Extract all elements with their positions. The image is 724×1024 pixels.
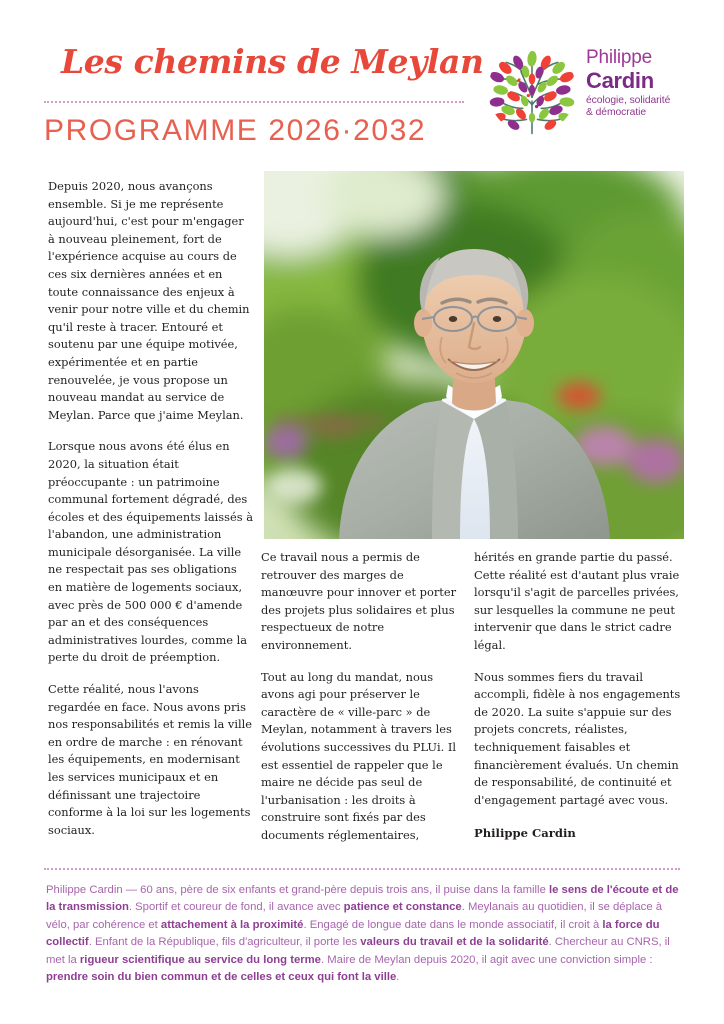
article-column-1	[48, 178, 253, 839]
paragraph: Tout au long du mandat, nous avons agi pour préserver le caractère de « ville-parc » de Meylan, notamment à travers les évolutions successives du PLUi. Il est essentiel de rappeler que le maire ne décide pas seul de l'urbanisation : les droits à construire sont fixés par des documents réglementaires,	[261, 669, 457, 842]
bio-text: .	[396, 971, 400, 984]
bio-text: . Meylanais au quotidien, il se déplace à vélo, par cohérence et	[46, 901, 663, 931]
logo-tagline	[586, 95, 701, 121]
article-column-3	[474, 549, 682, 843]
author-signature: Philippe Cardin	[474, 826, 576, 841]
logo-tagline-line-1: écologie, solidarité	[586, 94, 671, 106]
bio-highlight: prendre soin du bien commun et de celles et ceux qui font la ville	[46, 971, 397, 984]
bio-text: . Maire de Meylan depuis 2020, il agit avec une conviction simple :	[320, 953, 653, 966]
bio-highlight: attachement à la proximité	[160, 918, 304, 931]
logo-wordmark	[586, 48, 701, 120]
paragraph: Nous sommes fiers du travail accompli, fidèle à nos engagements de 2020. La suite s'appuie sur des projets concrets, réalistes, techniquement faisables et financièrement évalués. Un chemin de responsabilité, de continuité et d'engagement partagé avec vous.	[474, 669, 681, 807]
candidate-portrait-photo	[264, 171, 684, 539]
masthead-title: Les chemins de Meylan	[61, 42, 484, 81]
page-header	[0, 0, 724, 160]
bio-highlight: patience et constance	[343, 901, 462, 914]
bio-highlight: valeurs du travail et de la solidarité	[360, 936, 549, 949]
bio-highlight: la force du collectif	[46, 918, 660, 949]
logo-first-name: Philippe	[586, 47, 653, 68]
bio-text: . Engagé de longue date dans le monde associatif, il croit à	[303, 918, 603, 931]
article-column-2	[261, 549, 466, 845]
logo-tagline-line-2: & démocratie	[586, 107, 647, 119]
paragraph: hérités en grande partie du passé. Cette réalité est d'autant plus vraie lorsqu'il s'agit de parcelles privées, sur lesquelles la commune ne peut intervenir que dans le strict cadre légal.	[474, 550, 680, 652]
bio-highlight: rigueur scientifique au service du long terme	[79, 953, 321, 966]
candidate-logo	[486, 44, 696, 144]
candidate-biography	[46, 882, 682, 986]
paragraph: Cette réalité, nous l'avons regardée en face. Nous avons pris nos responsabilités et remis la ville en ordre de marche : en rénovant les équipements, en modernisant les services municipaux et en définissant une trajectoire conforme à la loi sur les logements sociaux.	[48, 682, 253, 837]
programme-subtitle: PROGRAMME 2026·2032	[44, 114, 427, 147]
footer-divider	[44, 868, 680, 870]
logo-last-name: Cardin	[586, 67, 654, 93]
paragraph: Lorsque nous avons été élus en 2020, la situation était préoccupante : un patrimoine communal fortement dégradé, des écoles et des équipements laissés à l'abandon, une administration municipale désorganisée. La ville ne respectait pas ses obligations en matière de logements sociaux, avec près de 500 000 € d'amende par an et des conséquences administratives lourdes, comme la perte du droit de préemption.	[48, 439, 253, 665]
bio-text: . Sportif et coureur de fond, il avance avec	[128, 901, 344, 914]
tree-circle-logo-icon	[486, 44, 578, 136]
bio-highlight: le sens de l'écoute et de la transmission	[46, 884, 679, 914]
paragraph: Ce travail nous a permis de retrouver des marges de manœuvre pour innover et porter des projets plus solidaires et plus respectueux de notre environnement.	[261, 550, 457, 652]
header-divider	[44, 101, 464, 103]
bio-text: . Chercheur au CNRS, il met la	[46, 936, 670, 966]
bio-text: . Enfant de la République, fils d'agriculteur, il porte les	[88, 936, 361, 949]
paragraph: Depuis 2020, nous avançons ensemble. Si je me représente aujourd'hui, c'est pour m'engager à nouveau pleinement, fort de l'expérience acquise au cours de ces six dernières années et en toute connaissance des enjeux à venir pour notre ville et du chemin qu'il reste à tracer. Entouré et soutenu par une équipe motivée, expérimentée et en partie renouvelée, je vous propose un nouveau mandat au service de Meylan. Parce que j'aime Meylan.	[48, 179, 250, 422]
bio-text: Philippe Cardin — 60 ans, père de six enfants et grand-père depuis trois ans, il puise dans la famille	[46, 884, 549, 896]
